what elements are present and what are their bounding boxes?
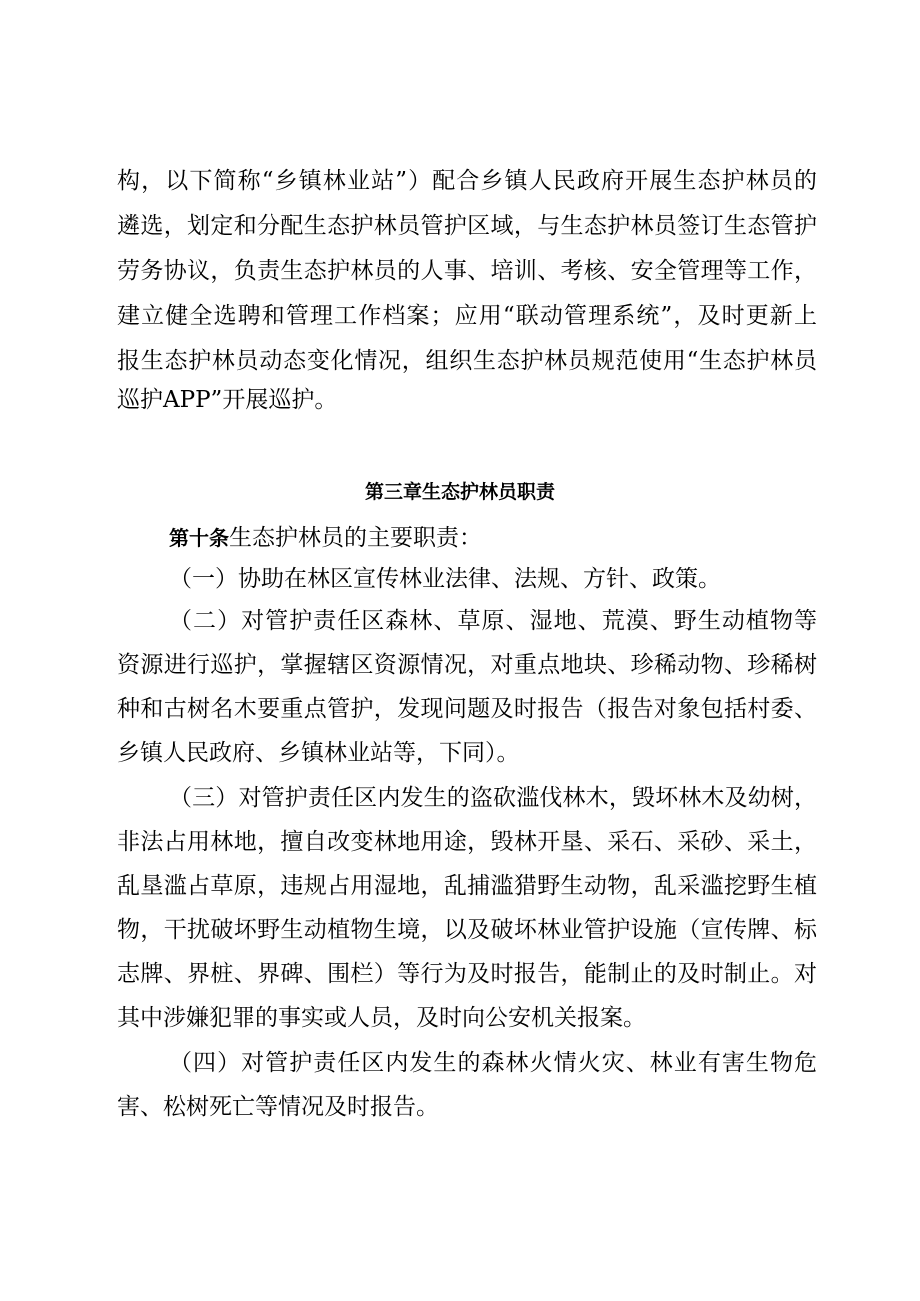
paragraph-line: 其中涉嫌犯罪的事实或人员，及时向公安机关报案。 [117, 1005, 646, 1031]
paragraph-line: 报生态护林员动态变化情况，组织生态护林员规范使用“生态护林员 [117, 348, 817, 374]
paragraph-line: （一）协助在林区宣传林业法律、法规、方针、政策。 [169, 566, 721, 592]
chapter-heading: 第三章生态护林员职责 [364, 481, 555, 503]
article-10 [169, 516, 817, 560]
paragraph-line: （二）对管护责任区森林、草原、湿地、荒漠、野生动植物等 [169, 608, 817, 634]
paragraph-line: 建立健全选聘和管理工作档案；应用“联动管理系统”，及时更新上 [117, 303, 817, 329]
article-number: 第十条 [169, 526, 229, 550]
paragraph-line: 遴选，划定和分配生态护林员管护区域，与生态护林员签订生态管护 [117, 213, 817, 239]
paragraph-line: （三）对管护责任区内发生的盗砍滥伐林木，毁坏林木及幼树， [169, 785, 817, 811]
paragraph-line: 乱垦滥占草原，违规占用湿地，乱捕滥猎野生动物，乱采滥挖野生植 [117, 873, 817, 899]
paragraph-line: 害、松树死亡等情况及时报告。 [117, 1094, 439, 1120]
paragraph-line: 构，以下简称“乡镇林业站”）配合乡镇人民政府开展生态护林员的 [117, 168, 817, 194]
paragraph-line: 乡镇人民政府、乡镇林业站等，下同）。 [117, 740, 520, 766]
paragraph-line: 劳务协议，负责生态护林员的人事、培训、考核、安全管理等工作， [117, 258, 817, 284]
article-text: 生态护林员的主要职责： [229, 525, 482, 551]
paragraph-line: （四）对管护责任区内发生的森林火情火灾、林业有害生物危 [169, 1050, 817, 1076]
paragraph-line: 巡护APP”开展巡护。 [117, 387, 338, 413]
paragraph-line: 种和古树名木要重点管护，发现问题及时报告（报告对象包括村委、 [117, 696, 817, 722]
paragraph-line: 非法占用林地，擅自改变林地用途，毁林开垦、采石、采砂、采土， [117, 829, 817, 855]
paragraph-line: 资源进行巡护，掌握辖区资源情况，对重点地块、珍稀动物、珍稀树 [117, 652, 817, 678]
paragraph-line: 志牌、界桩、界碑、围栏）等行为及时报告，能制止的及时制止。对 [117, 961, 817, 987]
paragraph-line: 物，干扰破坏野生动植物生境，以及破坏林业管护设施（宣传牌、标 [117, 917, 817, 943]
